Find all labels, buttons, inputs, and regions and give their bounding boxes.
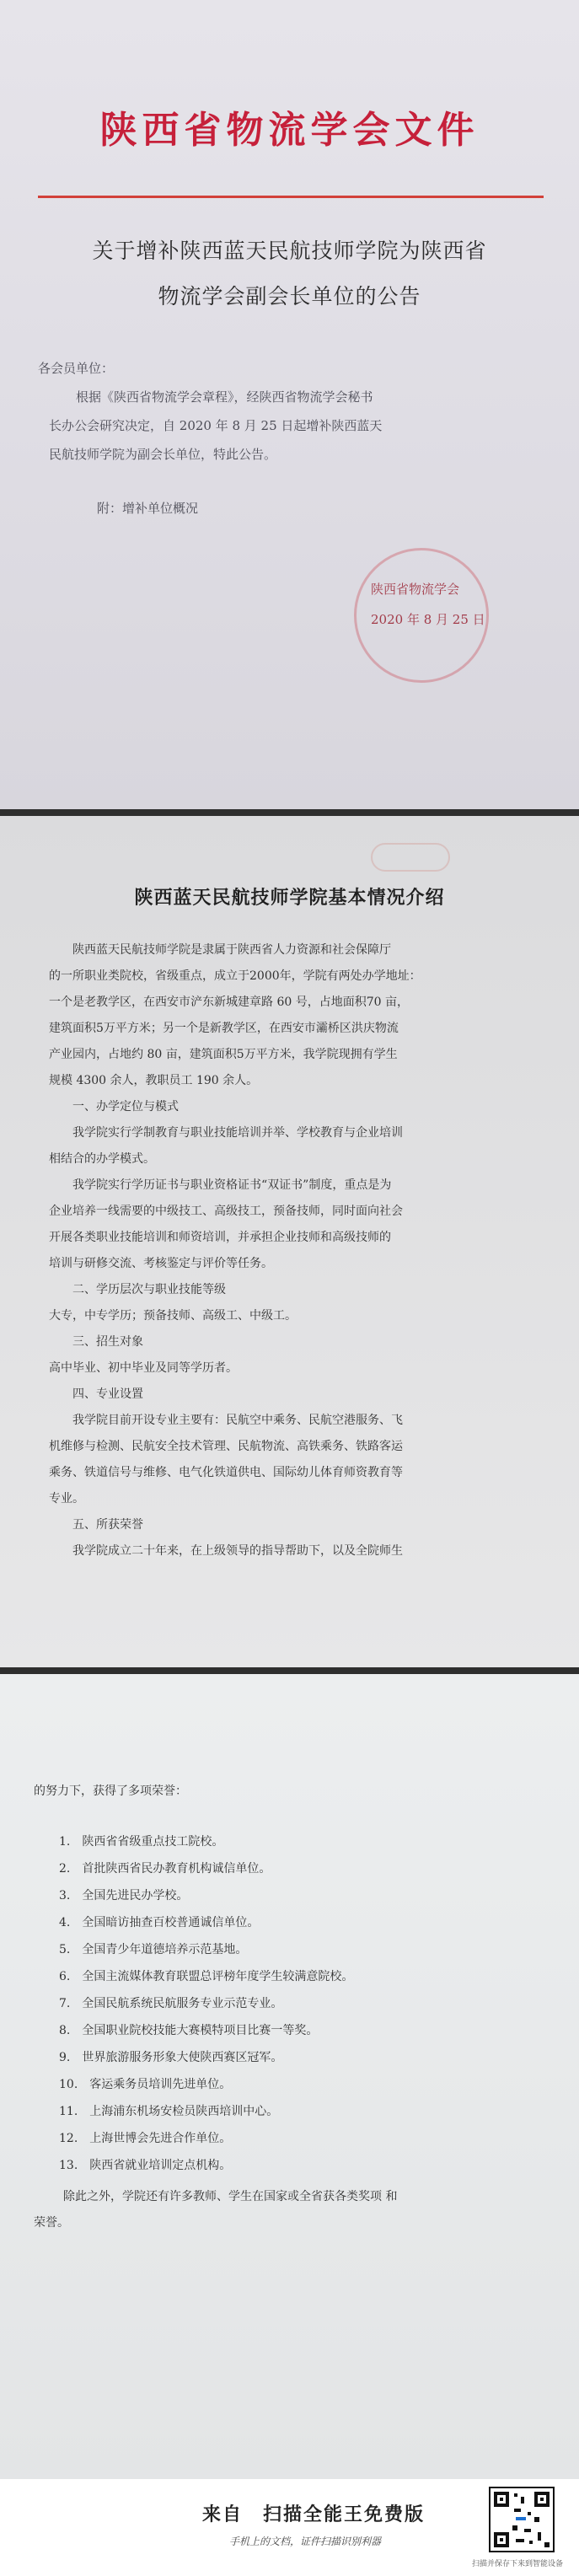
honor-item: 8. 全国职业院校技能大赛模特项目比赛一等奖。 [59,2024,319,2037]
announcement-title-line1: 关于增补陕西蓝天民航技师学院为陕西省 [92,239,487,263]
honor-item: 11. 上海浦东机场安检员陕西培训中心。 [59,2105,279,2118]
honor-item: 3. 全国先进民办学校。 [59,1889,189,1902]
closing-line-1: 除此之外，学院还有许多教师、学生在国家或全省获各类奖项 和 [63,2190,398,2203]
scanner-brand: 来自 扫描全能王免费版 [202,2504,426,2525]
introduction-line: 大专，中专学历；预备技师、高级工、中级工。 [49,1309,297,1323]
introduction-line: 的一所职业类院校，省级重点，成立于2000年，学院有两处办学地址： [49,969,421,983]
introduction-line: 一、办学定位与模式 [72,1100,179,1114]
introduction-line: 开展各类职业技能培训和师资培训，并承担企业技师和高级技师的 [49,1231,391,1244]
introduction-line: 我学院成立二十年来，在上级领导的指导帮助下，以及全院师生 [72,1544,403,1558]
introduction-line: 二、学历层次与职业技能等级 [72,1283,226,1296]
document-header: 陕西省物流学会文件 [99,109,480,152]
introduction-line: 建筑面积5万平方米；另一个是新教学区，在西安市灞桥区洪庆物流 [49,1022,399,1035]
honor-item: 4. 全国暗访抽查百校普通诚信单位。 [59,1916,260,1929]
introduction-line: 陕西蓝天民航技师学院是隶属于陕西省人力资源和社会保障厅 [72,943,391,957]
signature: 陕西省物流学会 [371,582,460,597]
scanner-slogan: 手机上的文档，证件扫描识别利器 [229,2536,382,2547]
introduction-line: 乘务、铁道信号与维修、电气化铁道供电、国际幼儿体育师资教育等 [49,1466,403,1479]
introduction-line: 相结合的办学模式。 [49,1152,155,1166]
body-line-1: 根据《陕西省物流学会章程》，经陕西省物流学会秘书 [76,389,373,405]
honor-item: 1. 陕西省省级重点技工院校。 [59,1835,224,1849]
introduction-line: 我学院目前开设专业主要有：民航空中乘务、民航空港服务、飞 [72,1414,403,1427]
qr-caption: 扫描并保存下来到智能设备 [472,2560,564,2568]
honor-item: 5. 全国青少年道德培养示范基地。 [59,1943,248,1956]
honor-item: 6. 全国主流媒体教育联盟总评榜年度学生较满意院校。 [59,1970,354,1983]
introduction-line: 规模 4300 余人，教职员工 190 余人。 [49,1074,259,1087]
introduction-line: 五、所获荣誉 [72,1518,143,1532]
faint-stamp [371,843,450,872]
introduction-line: 我学院实行学制教育与职业技能培训并举、学校教育与企业培训 [72,1126,403,1140]
introduction-line: 我学院实行学历证书与职业资格证书“双证书”制度，重点是为 [72,1178,392,1192]
introduction-line: 高中毕业、初中毕业及同等学历者。 [49,1361,238,1375]
introduction-line: 机维修与检测、民航安全技术管理、民航物流、高铁乘务、铁路客运 [49,1440,403,1453]
announcement-title-line2: 物流学会副会长单位的公告 [158,284,421,309]
introduction-title: 陕西蓝天民航技师学院基本情况介绍 [134,887,445,909]
introduction-line: 一个是老教学区，在西安市浐东新城建章路 60 号，占地面积70 亩， [49,996,409,1009]
salutation: 各会员单位： [38,361,115,376]
introduction-line: 专业。 [49,1492,84,1505]
introduction-line: 企业培养一线需要的中级技工、高级技工，预备技师，同时面向社会 [49,1205,403,1218]
qr-code-icon [491,2488,553,2551]
announcement-date: 2020 年 8 月 25 日 [371,612,485,627]
body-line-2: 长办公会研究决定，自 2020 年 8 月 25 日起增补陕西蓝天 [49,418,383,433]
attachment-note: 附：增补单位概况 [97,501,199,516]
honor-item: 7. 全国民航系统民航服务专业示范专业。 [59,1997,283,2010]
honor-item: 10. 客运乘务员培训先进单位。 [59,2078,232,2091]
closing-line-2: 荣誉。 [34,2216,69,2230]
honor-item: 13. 陕西省就业培训定点机构。 [59,2159,232,2172]
introduction-line: 三、招生对象 [72,1335,143,1349]
qr-code[interactable] [489,2487,555,2552]
honors-lead: 的努力下，获得了多项荣誉： [34,1784,187,1798]
header-rule [38,196,544,198]
introduction-line: 产业园内，占地约 80 亩，建筑面积5万平方米，我学院现拥有学生 [49,1048,398,1061]
honor-item: 12. 上海世博会先进合作单位。 [59,2132,232,2145]
honor-item: 2. 首批陕西省民办教育机构诚信单位。 [59,1862,271,1876]
honor-item: 9. 世界旅游服务形象大使陕西赛区冠军。 [59,2051,283,2064]
introduction-line: 培训与研修交流、考核鉴定与评价等任务。 [49,1257,273,1270]
body-line-3: 民航技师学院为副会长单位，特此公告。 [49,447,277,462]
introduction-line: 四、专业设置 [72,1387,143,1401]
